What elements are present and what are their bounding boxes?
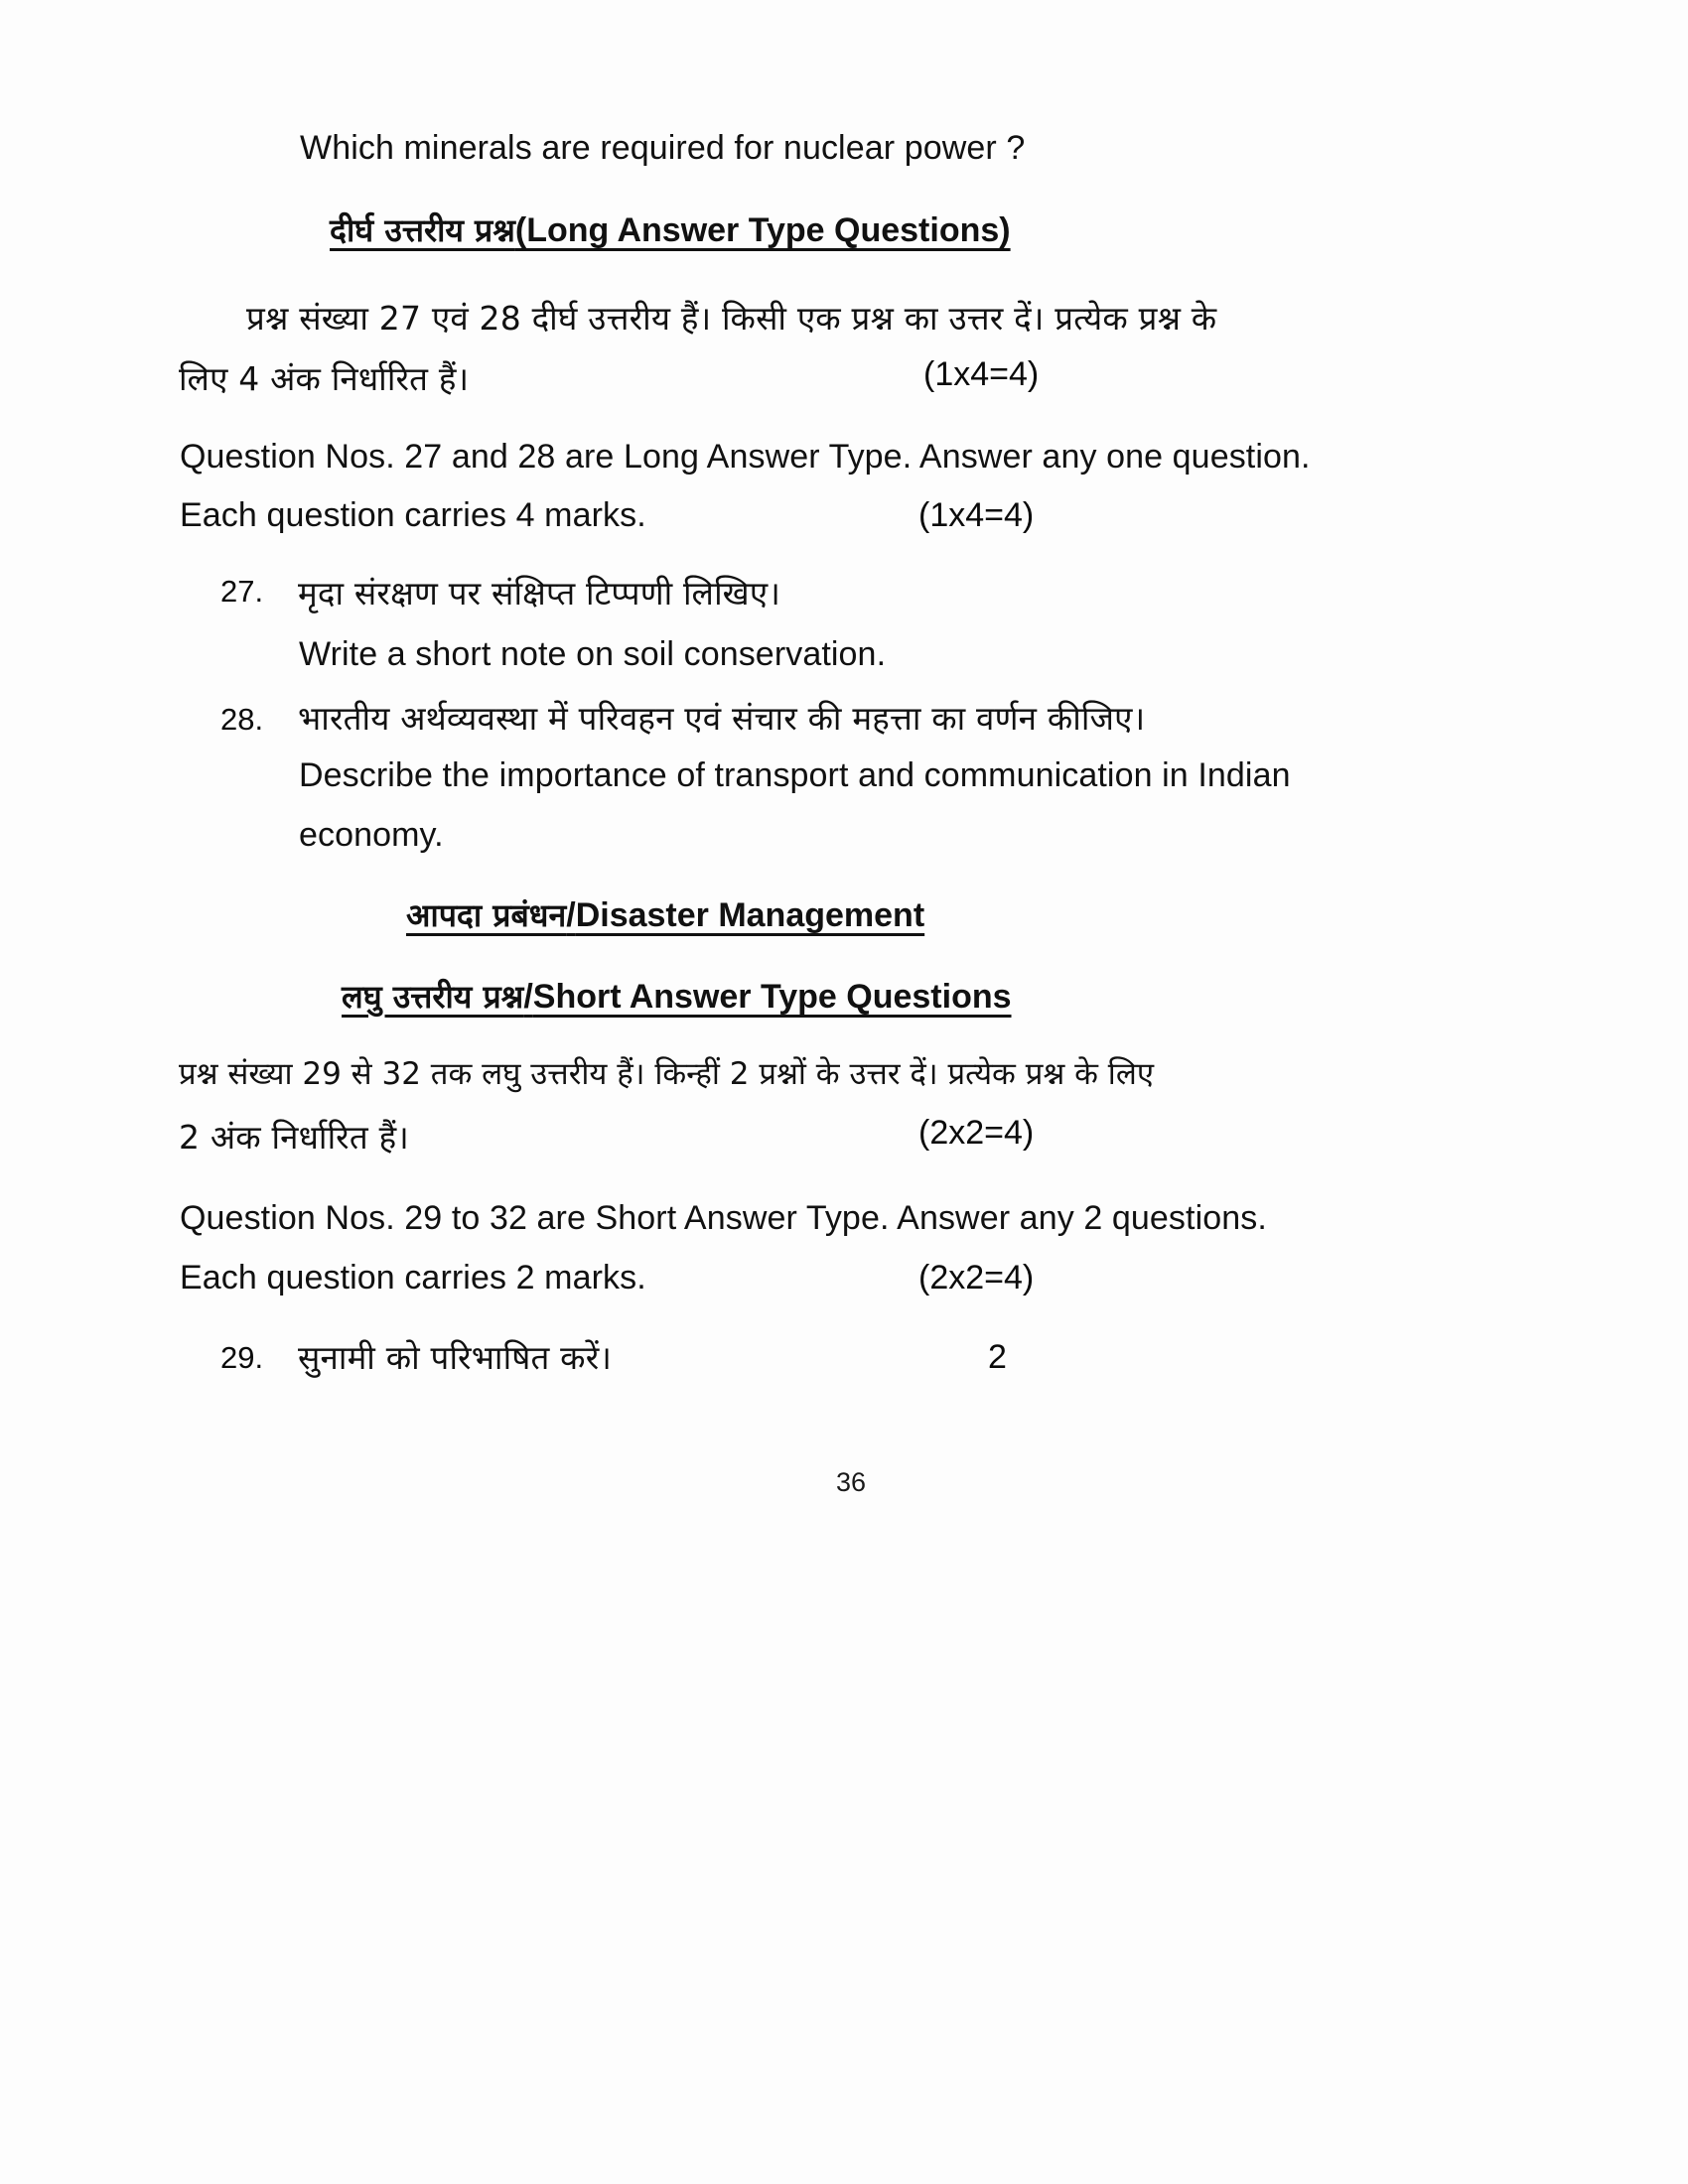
long-answer-instruction-hindi-line2: लिए 4 अंक निर्धारित हैं।	[179, 359, 470, 398]
section-heading-disaster-management	[406, 893, 924, 936]
top-question-english: Which minerals are required for nuclear power ?	[300, 129, 1026, 167]
question-28-english-line2: economy.	[299, 816, 444, 854]
long-answer-marks-english: (1x4=4)	[918, 496, 1035, 534]
long-answer-heading-hindi: दीर्घ उत्तरीय प्रश्न	[330, 211, 515, 249]
section-heading-hindi: आपदा प्रबंधन	[406, 896, 567, 934]
short-answer-heading-hindi: लघु उत्तरीय प्रश्न	[342, 978, 524, 1016]
section-heading-english: Disaster Management	[575, 896, 925, 934]
long-answer-heading	[330, 208, 1011, 251]
short-answer-marks-english: (2x2=4)	[918, 1259, 1035, 1297]
question-29-number: 29.	[220, 1340, 264, 1375]
question-28-number: 28.	[220, 702, 264, 737]
question-27-hindi: मृदा संरक्षण पर संक्षिप्त टिप्पणी लिखिए।	[298, 574, 781, 613]
short-answer-instruction-english-line2: Each question carries 2 marks.	[180, 1259, 646, 1297]
question-27-number: 27.	[220, 574, 264, 609]
question-29-marks: 2	[988, 1338, 1007, 1376]
footer-page-number: 36	[836, 1467, 867, 1497]
short-answer-heading-english: Short Answer Type Questions	[532, 978, 1012, 1016]
question-29-hindi: सुनामी को परिभाषित करें।	[298, 1338, 613, 1377]
question-28-english-line1: Describe the importance of transport and communication in Indian	[299, 756, 1291, 794]
long-answer-heading-english: (Long Answer Type Questions)	[514, 211, 1011, 249]
question-28-hindi: भारतीय अर्थव्यवस्था में परिवहन एवं संचार की महत्ता का वर्णन कीजिए।	[298, 699, 1146, 738]
short-answer-heading-separator: /	[523, 978, 533, 1016]
short-answer-instruction-hindi-line2: 2 अंक निर्धारित हैं।	[179, 1118, 410, 1157]
long-answer-instruction-hindi-line1: प्रश्न संख्या 27 एवं 28 दीर्घ उत्तरीय हैं। किसी एक प्रश्न का उत्तर दें। प्रत्येक प्रश्न के	[246, 299, 1217, 338]
long-answer-instruction-english-line2: Each question carries 4 marks.	[180, 496, 646, 534]
question-27-english-line1: Write a short note on soil conservation.	[299, 635, 887, 673]
long-answer-marks-hindi: (1x4=4)	[923, 355, 1040, 393]
short-answer-instruction-english-line1: Question Nos. 29 to 32 are Short Answer Type. Answer any 2 questions.	[180, 1199, 1267, 1237]
short-answer-marks-hindi: (2x2=4)	[918, 1114, 1035, 1152]
long-answer-instruction-english-line1: Question Nos. 27 and 28 are Long Answer Type. Answer any one question.	[180, 438, 1311, 476]
section-heading-separator: /	[566, 896, 576, 934]
short-answer-heading	[342, 975, 1012, 1018]
short-answer-instruction-hindi-line1: प्रश्न संख्या 29 से 32 तक लघु उत्तरीय हैं। किन्हीं 2 प्रश्नों के उत्तर दें। प्रत्येक प्रश्न के लिए	[179, 1056, 1154, 1092]
